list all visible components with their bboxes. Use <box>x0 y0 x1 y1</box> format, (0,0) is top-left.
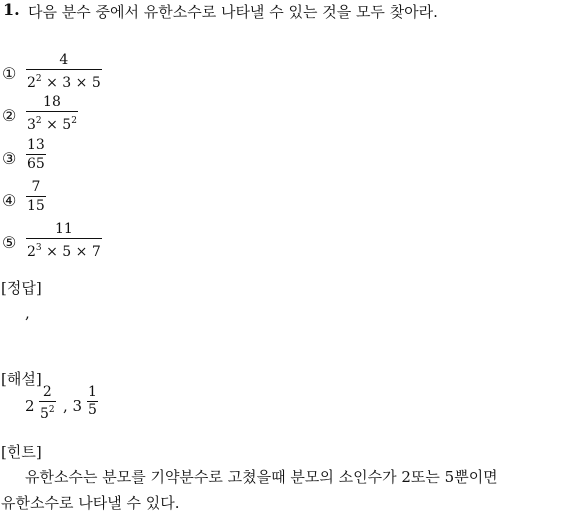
option-3-marker: ③ <box>2 149 17 168</box>
explanation-label: [해설] <box>1 370 42 388</box>
option-5-marker: ⑤ <box>2 233 17 252</box>
answer-value: , <box>25 304 30 322</box>
option-3-fraction <box>26 136 46 173</box>
option-3-numerator: 13 <box>27 137 45 153</box>
explanation-fraction-2-numerator: 1 <box>88 384 97 400</box>
option-4-denominator: 15 <box>27 198 45 214</box>
explanation-fraction-1-denominator: $5^2$ <box>39 401 56 423</box>
explanation-fraction-2-denominator: 5 <box>88 402 97 418</box>
option-4-numerator: 7 <box>31 179 41 195</box>
option-1-fraction <box>26 51 102 92</box>
option-1-denominator: $2^2 \times 3 \times 5$ <box>26 69 102 92</box>
option-4-marker: ④ <box>2 191 17 210</box>
question-number: 1. <box>3 0 20 19</box>
option-1-numerator: 4 <box>59 52 69 68</box>
option-2-numerator: 18 <box>43 94 61 110</box>
option-4-fraction <box>26 178 46 215</box>
option-3-denominator: 65 <box>27 156 45 172</box>
explanation-fraction-1 <box>39 384 56 423</box>
hint-line-2: 유한소수로 나타낼 수 있다. <box>1 494 180 512</box>
option-5-numerator: 11 <box>54 221 73 237</box>
hint-label: [힌트] <box>1 443 42 461</box>
answer-label: [정답] <box>1 279 42 297</box>
option-2-denominator: $3^2 \times 5^2$ <box>26 111 78 134</box>
option-2-marker: ② <box>2 106 17 125</box>
question-text: 다음 분수 중에서 유한소수로 나타낼 수 있는 것을 모두 찾아라. <box>28 3 438 21</box>
option-2-fraction <box>26 93 78 134</box>
explanation-whole-number: 2 <box>25 397 35 415</box>
explanation-fraction-2 <box>87 384 98 419</box>
option-5-fraction <box>26 220 102 261</box>
explanation-fraction-1-numerator: 2 <box>42 384 52 400</box>
hint-line-1: 유한소수는 분모를 기약분수로 고쳤을때 분모의 소인수가 2또는 5뿐이면 <box>25 468 498 486</box>
explanation-separator: , 3 <box>63 397 83 415</box>
option-5-denominator: $2^3 \times 5 \times 7$ <box>26 238 102 261</box>
option-1-marker: ① <box>2 64 17 83</box>
